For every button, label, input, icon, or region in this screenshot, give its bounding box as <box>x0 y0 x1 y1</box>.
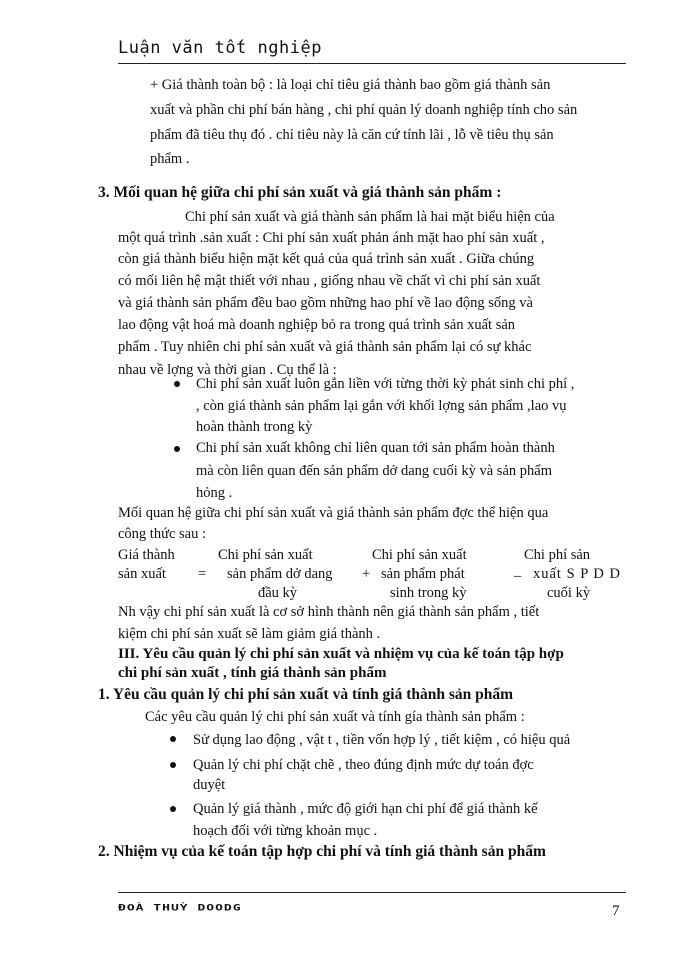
paragraph-line: có mối liên hệ mật thiết với nhau , giống nhau về chất vì chi phí sản xuất <box>118 273 541 289</box>
formula-term: sản phẩm dở dang <box>227 566 333 582</box>
bullet-icon <box>170 762 176 768</box>
footer-author: ĐOÀ THUỲ DOODG <box>118 903 242 914</box>
paragraph-line: Nh vậy chi phí sản xuất là cơ sở hình thành nên giá thành sản phẩm , tiết <box>118 604 540 620</box>
formula-term: Chi phí sản xuất <box>218 547 313 563</box>
paragraph-line: kiệm chi phí sản xuất sẽ làm giảm giá thành . <box>118 626 381 642</box>
bullet-line: Chi phí sản xuất luôn gắn liền với từng thời kỳ phát sinh chi phí , <box>196 376 575 392</box>
paragraph-line: xuất và phần chi phí bán hàng , chi phí quản lý doanh nghiệp tính cho sản <box>150 102 578 118</box>
paragraph-line: Các yêu cầu quản lý chi phí sản xuất và tính gía thành sản phẩm : <box>145 709 525 725</box>
formula-term: sản phẩm phát <box>381 566 465 582</box>
paragraph-line: nhau về lợng và thời gian . Cụ thể là : <box>118 362 337 378</box>
bullet-line: Chi phí sản xuất không chỉ liên quan tới sản phẩm hoàn thành <box>196 440 555 456</box>
paragraph-line: Mối quan hệ giữa chi phí sản xuất và giá thành sản phẩm đợc thể hiện qua <box>118 505 549 521</box>
formula-term: đầu kỳ <box>258 585 298 601</box>
section-heading: 1. Yêu cầu quản lý chi phí sản xuất và tính giá thành sản phẩm <box>98 686 514 703</box>
section-heading: III. Yêu cầu quản lý chi phí sản xuất và nhiệm vụ của kế toán tập hợp <box>118 646 564 662</box>
formula-term: cuối kỳ <box>547 585 591 601</box>
paragraph-line: Chi phí sản xuất và giá thành sản phẩm là hai mặt biểu hiện của <box>185 209 555 225</box>
page-number: 7 <box>612 903 620 919</box>
bullet-line: hỏng . <box>196 485 233 501</box>
paragraph-line: một quá trình .sản xuất : Chi phí sản xuất phản ánh mặt hao phí sản xuất , <box>118 230 545 246</box>
bullet-line: Quản lý giá thành , mức độ giới hạn chi phí để giá thành kế <box>193 801 538 817</box>
paragraph-line: và giá thành sản phẩm đều bao gồm những hao phí về lao động sống và <box>118 295 533 311</box>
bullet-line: Sử dụng lao động , vật t , tiền vốn hợp lý , tiết kiệm , có hiệu quả <box>193 732 571 748</box>
bullet-line: duyệt <box>193 777 226 793</box>
header-rule <box>118 63 626 64</box>
paragraph-line: + Giá thành toàn bộ : là loại chỉ tiêu giá thành bao gồm giá thành sản <box>150 77 551 93</box>
paragraph-line: phẩm . Tuy nhiên chi phí sản xuất và giá thành sản phẩm lại có sự khác <box>118 339 532 355</box>
paragraph-line: lao động vật hoá mà doanh nghiệp bỏ ra trong quá trình sản xuất sản <box>118 317 516 333</box>
footer-rule <box>118 892 626 893</box>
formula-term: xuất S P D D <box>533 566 621 582</box>
formula-operator: + <box>362 566 371 582</box>
formula-term: Chi phí sản <box>524 547 591 563</box>
formula-term: sinh trong kỳ <box>390 585 467 601</box>
page-header: Luận văn tốt nghiệp <box>118 38 322 58</box>
section-heading: chi phí sản xuất , tính giá thành sản phẩm <box>118 665 387 681</box>
bullet-line: Quản lý chi phí chặt chẽ , theo đúng định mức dự toán đợc <box>193 757 534 773</box>
bullet-icon <box>170 806 176 812</box>
bullet-line: hoàn thành trong kỳ <box>196 419 313 435</box>
formula-operator: _ <box>514 563 522 579</box>
bullet-icon <box>170 736 176 742</box>
bullet-icon <box>174 446 180 452</box>
bullet-line: , còn giá thành sản phẩm lại gắn với khối lợng sản phẩm ,lao vụ <box>196 398 567 414</box>
bullet-icon <box>174 381 180 387</box>
formula-operator: = <box>198 566 207 582</box>
paragraph-line: còn giá thành biểu hiện mặt kết quả của quá trình sản xuất . Giữa chúng <box>118 251 535 267</box>
paragraph-line: phẩm đã tiêu thụ đó . chỉ tiêu này là căn cứ tính lãi , lỗ về tiêu thụ sản <box>150 127 554 143</box>
formula-term: sản xuất <box>118 566 166 582</box>
section-heading: 3. Mối quan hệ giữa chi phí sản xuất và giá thành sản phẩm : <box>98 184 502 201</box>
section-heading: 2. Nhiệm vụ của kế toán tập hợp chi phí và tính giá thành sản phẩm <box>98 843 546 860</box>
formula-term: Giá thành <box>118 547 175 563</box>
bullet-line: hoạch đối với từng khoản mục . <box>193 823 378 839</box>
paragraph-line: phẩm . <box>150 151 190 167</box>
formula-term: Chi phí sản xuất <box>372 547 467 563</box>
bullet-line: mà còn liên quan đến sản phẩm dở dang cuối kỳ và sản phẩm <box>196 463 552 479</box>
paragraph-line: công thức sau : <box>118 526 206 542</box>
